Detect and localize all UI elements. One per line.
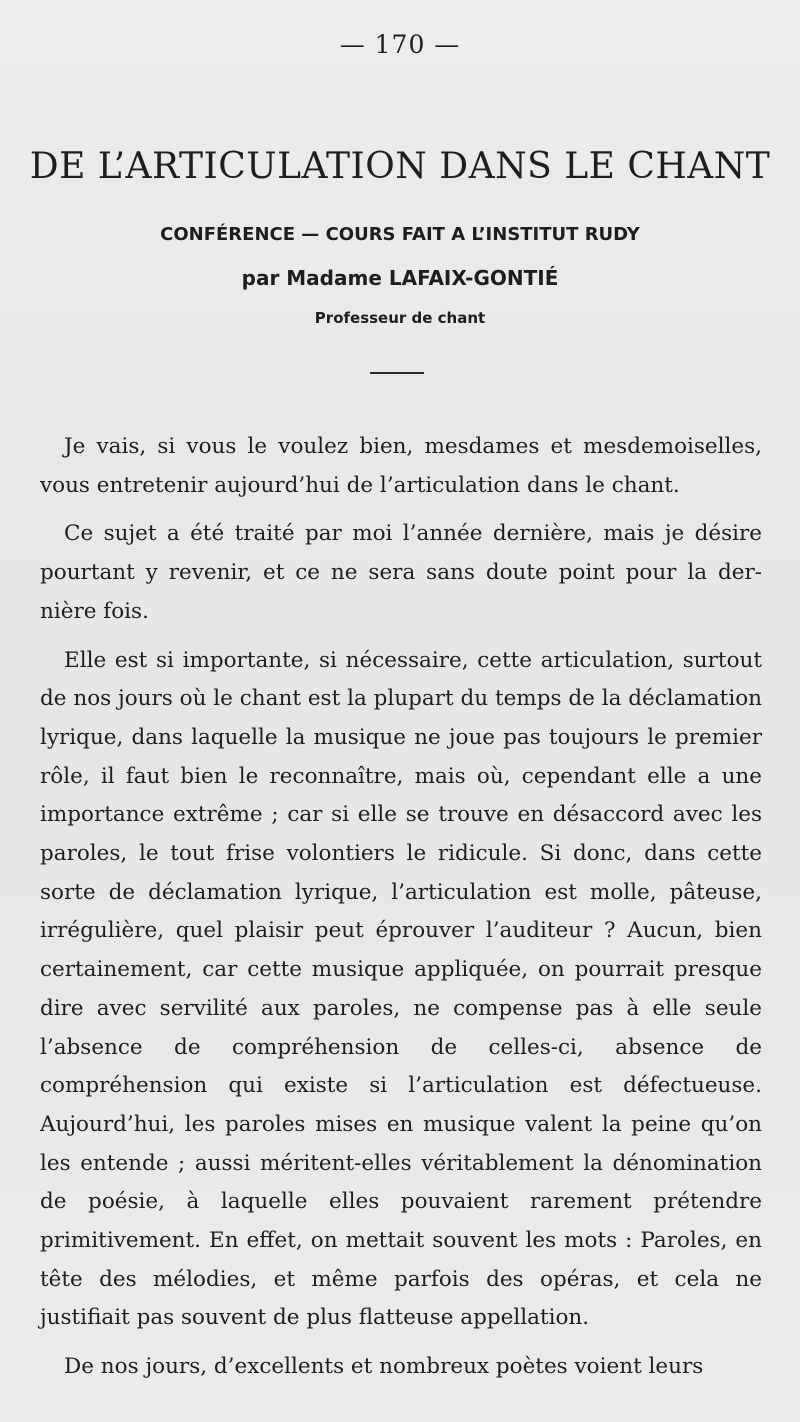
paragraph: Je vais, si vous le voulez bien, mesdames et mesdemoiselles, vous entretenir aujourd’hui de l’articulation dans le chant. <box>40 434 762 498</box>
paragraph: Elle est si importante, si nécessaire, cette articulation, surtout de nos jours où le chant est la plupart du temps de la déclamation lyrique, dans laquelle la musique ne joue pas toujours le premier rôle, il faut bien le reconnaître, mais où, cependant elle a une importance extrême ; car si elle se trouve en désaccord avec les paroles, le tout frise volontiers le ridicule. Si donc, dans cette sorte de déclamation lyrique, l’articulation est molle, pâteuse, irrégulière, quel plaisir peut éprouver l’auditeur ? Aucun, bien certainement, car cette musique appliquée, on pourrait presque dire avec servilité aux paroles, ne compense pas à elle seule l’absence de compréhension de celles-ci, absence de compréhension qui existe si l’articulation est défectueuse. Aujourd’hui, les paroles mises en musique valent la peine qu’on les entende ; aussi méritent-elles véritablement la dénomination de poésie, à laquelle elles pouvaient rarement prétendre primitivement. En effet, on mettait souvent les mots : Paroles, en tête des mélodies, et même parfois des opéras, et cela ne justifiait pas souvent de plus flatteuse appellation. <box>40 647 762 1331</box>
article-subtitle: CONFÉRENCE — COURS FAIT A L’INSTITUT RUDY <box>160 224 640 245</box>
article-title: DE L’ARTICULATION DANS LE CHANT <box>29 146 771 187</box>
paragraph: Ce sujet a été traité par moi l’année dernière, mais je désire pourtant y revenir, et ce ne sera sans doute point pour la dernière fois. <box>40 521 762 624</box>
article-body <box>40 428 762 1397</box>
separator-rule <box>370 372 424 374</box>
article-author: par Madame LAFAIX-GONTIÉ <box>241 266 559 290</box>
author-role: Professeur de chant <box>314 309 486 327</box>
paragraph: De nos jours, d’excellents et nombreux poètes voient leurs <box>64 1354 704 1380</box>
page-number: — 170 — <box>339 30 461 59</box>
